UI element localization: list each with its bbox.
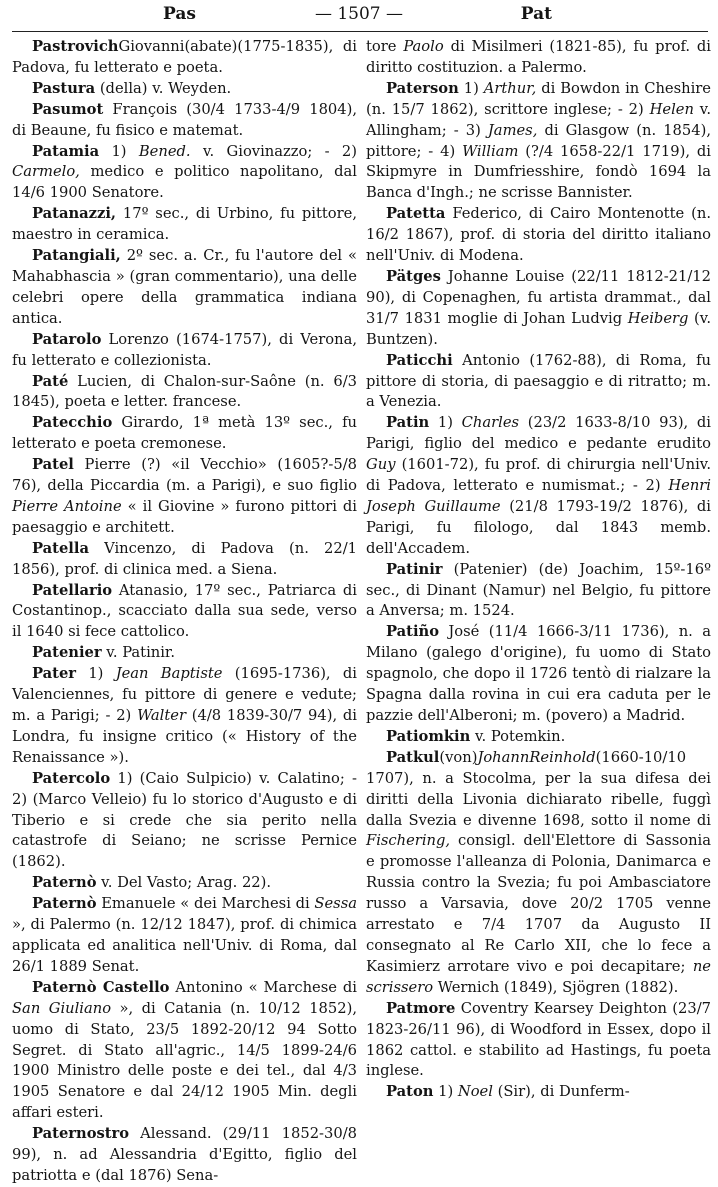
entry-text: v. Del Vasto; Arag. 22). bbox=[96, 874, 272, 892]
entry-text: 1) bbox=[76, 665, 116, 683]
entry-text: 1) bbox=[99, 142, 139, 160]
entry-text: (21/8 1793-19/2 1876), di Parigi, fu filologo, dal 1843 memb. dell'Accadem. bbox=[366, 497, 711, 557]
entry-headword: Paternò bbox=[32, 895, 97, 913]
entry-italic-text: Carmelo, bbox=[12, 163, 80, 181]
page-header bbox=[0, 2, 718, 28]
entry-headword: Patellario bbox=[32, 581, 113, 599]
entry-headword: Patella bbox=[32, 539, 89, 557]
entry-text: 1) bbox=[433, 1083, 458, 1101]
dictionary-entry bbox=[12, 643, 357, 664]
entry-text: Vincenzo, di Padova (n. 22/1 1856), prof. di clinica med. a Siena. bbox=[12, 539, 357, 578]
entry-text: (v. Buntzen). bbox=[366, 309, 712, 348]
entry-text: medico e politico napolitano, dal 14/6 1900 Senatore. bbox=[12, 163, 357, 202]
entry-headword: Paternostro bbox=[32, 1125, 130, 1143]
dictionary-entry bbox=[12, 79, 357, 100]
dictionary-entry bbox=[12, 539, 357, 581]
right-column bbox=[366, 37, 711, 1129]
entry-text: Atanasio, 17º sec., Patriarca di Costantinop., scacciato dalla sua sede, verso il 1640 si fece cattolico. bbox=[12, 581, 357, 641]
entry-headword: Paté bbox=[32, 372, 69, 390]
entry-headword: Pastrovich bbox=[32, 38, 119, 55]
entry-text: Lucien, di Chalon-sur-Saône (n. 6/3 1845), poeta e letter. francese. bbox=[12, 372, 357, 411]
entry-text: (23/2 1633-8/10 93), di Parigi, figlio del medico e pedante erudito bbox=[366, 414, 711, 453]
dictionary-entry bbox=[12, 873, 357, 894]
entry-text: Antonio (1762-88), di Roma, fu pittore di storia, di paesaggio e di ritratto; m. a Venezia. bbox=[366, 351, 711, 411]
entry-headword: Pastura bbox=[32, 79, 96, 97]
entry-text: di Bowdon in Cheshire (n. 15/7 1862), scrittore inglese; - 2) bbox=[366, 79, 712, 118]
entry-italic-text: Henri Joseph Guillaume bbox=[366, 477, 711, 515]
entry-text: 17º sec., di Urbino, fu pittore, maestro in ceramica. bbox=[12, 205, 357, 244]
dictionary-entry bbox=[12, 246, 357, 330]
entry-headword: Paticchi bbox=[386, 351, 453, 369]
entry-headword: Patecchio bbox=[32, 414, 113, 432]
entry-text: v. Allingham; - 3) bbox=[366, 100, 711, 139]
entry-headword: Patmore bbox=[386, 999, 456, 1017]
dictionary-entry bbox=[12, 330, 357, 372]
dictionary-entry bbox=[12, 100, 357, 142]
entry-text: (1660-10/10 1707), n. a Stocolma, per la sua difesa dei diritti della Livonia dichiarato ribelle, fuggì dalla Svezia e divenne 1698, sotto il nome di bbox=[366, 748, 711, 829]
entry-italic-text: Fischering, bbox=[366, 832, 451, 850]
dictionary-entry bbox=[366, 999, 711, 1083]
dictionary-entry bbox=[12, 978, 357, 1124]
entry-italic-text: William bbox=[462, 142, 519, 160]
dictionary-entry bbox=[12, 142, 357, 205]
dictionary-entry bbox=[12, 204, 357, 246]
entry-headword: Paternò bbox=[32, 874, 97, 892]
entry-text: Lorenzo (1674-1757), di Verona, fu letterato e collezionista. bbox=[12, 330, 357, 369]
dictionary-entry bbox=[366, 267, 711, 351]
entry-text: 1) bbox=[429, 414, 462, 432]
entry-text: (Sir), di Dunferm- bbox=[492, 1083, 630, 1101]
entry-headword: Pater bbox=[32, 665, 77, 683]
entry-text: Emanuele « dei Marchesi di bbox=[96, 895, 315, 913]
entry-italic-text: Charles bbox=[461, 414, 520, 432]
entry-italic-text: Walter bbox=[137, 707, 186, 724]
entry-text: Giovanni(abate)(1775-1835), di Padova, fu letterato e poeta. bbox=[12, 38, 357, 76]
entry-text: Coventry Kearsey Deighton (23/7 1823-26/11 96), di Woodford in Essex, dopo il 1862 cattol. e stabilito ad Hastings, fu poeta inglese. bbox=[366, 999, 711, 1080]
dictionary-entry bbox=[12, 37, 357, 79]
entry-text: 1) bbox=[458, 79, 484, 97]
entry-text: consigl. dell'Elettore di Sassonia e promosse l'alleanza di Polonia, Danimarca e Russia contro la Svezia; fu poi Ambasciatore russo a Varsavia, dove 20/2 1705 venne arrestato e 7/4 1707 da Augusto II consegnato al Re Carlo XII, che lo fece a Kasimierz arrotare vivo e poi decapitare; bbox=[366, 832, 711, 975]
entry-headword: Patetta bbox=[386, 205, 446, 223]
entry-text: v. Patinir. bbox=[101, 644, 176, 662]
entry-italic-text: Noel bbox=[457, 1083, 493, 1101]
entry-text: », di Catania (n. 10/12 1852), uomo di Stato, 23/5 1892-20/12 94 Sotto Segret. di Stato all'agric., 14/5 1899-24/6 1900 Ministro delle poste e dei tel., dal 4/3 1905 Senatore e dal 24/12 1905 Min. degli affari esteri. bbox=[12, 999, 357, 1122]
dictionary-entry bbox=[12, 664, 357, 769]
entry-headword: Paton bbox=[386, 1083, 434, 1101]
entry-text: (della) v. Weyden. bbox=[95, 79, 232, 97]
entry-headword: Pasumot bbox=[32, 100, 104, 118]
entry-headword: Patiño bbox=[386, 623, 440, 641]
entry-text: v. Giovinazzo; - 2) bbox=[190, 142, 358, 160]
dictionary-entry bbox=[12, 413, 357, 455]
entry-text: v. Potemkin. bbox=[470, 727, 566, 745]
dictionary-entry bbox=[366, 727, 711, 748]
entry-italic-text: Heiberg bbox=[627, 309, 689, 327]
entry-headword: Patangiali, bbox=[32, 247, 121, 265]
header-right-guideword: Pat bbox=[520, 4, 552, 24]
dictionary-entry bbox=[12, 894, 357, 978]
entry-text: 2º sec. a. Cr., fu l'autore del « Mahabhascia » (gran commentario), una delle celebri opere della grammatica indiana antica. bbox=[12, 247, 357, 327]
entry-text: (1601-72), fu prof. di chirurgia nell'Univ. di Padova, letterato e numismat.; - 2) bbox=[366, 456, 711, 495]
entry-text: Johanne Louise (22/11 1812-21/12 90), di Copenaghen, fu artista drammat., dal 31/7 1831 moglie di Johan Ludvig bbox=[366, 267, 711, 327]
dictionary-entry bbox=[12, 1124, 357, 1187]
entry-headword: Patenier bbox=[32, 644, 102, 662]
entry-text: Girardo, 1ª metà 13º sec., fu letterato e poeta cremonese. bbox=[12, 414, 357, 453]
entry-headword: Patamia bbox=[32, 142, 100, 160]
entry-text: José (11/4 1666-3/11 1736), n. a Milano (galego d'origine), fu uomo di Stato spagnolo, che dopo il 1726 tentò di rialzare la Spagna dalla rovina in cui era caduta per le pazzie dell'Alberoni; m. (povero) a Madrid. bbox=[366, 623, 711, 724]
entry-text: tore bbox=[366, 38, 404, 55]
entry-headword: Pätges bbox=[386, 267, 441, 285]
entry-text: Alessand. (29/11 1852-30/8 99), n. ad Alessandria d'Egitto, figlio del patriotta e (dal 1876) Sena- bbox=[12, 1125, 357, 1184]
entry-headword: Patinir bbox=[386, 560, 443, 578]
entry-text: Pierre (?) «il Vecchio» (1605?-5/8 76), della Piccardia (m. a Parigi), e suo figlio bbox=[12, 456, 357, 495]
dictionary-entry bbox=[12, 769, 357, 874]
entry-text: di Misilmeri (1821-85), fu prof. di diritto costituzion. a Palermo. bbox=[366, 38, 711, 76]
entry-text: », di Palermo (n. 12/12 1847), prof. di chimica applicata ed analitica nell'Univ. di Roma, dal 26/1 1889 Senat. bbox=[12, 916, 357, 975]
dictionary-entry bbox=[366, 748, 711, 999]
entry-text: (1695-1736), di Valenciennes, fu pittore di genere e vedute; m. a Parigi; - 2) bbox=[12, 665, 357, 724]
entry-text: 1) (Caio Sulpicio) v. Calatino; - 2) (Marco Velleio) fu lo storico d'Augusto e di Tiberio e si crede che sia perito nella catastrofe di Seiano; ne scrisse Pernice (1862). bbox=[12, 769, 357, 871]
dictionary-entry bbox=[12, 581, 357, 644]
entry-italic-text: San Giuliano bbox=[12, 999, 112, 1017]
dictionary-entry bbox=[366, 413, 711, 559]
entry-headword: Patel bbox=[32, 456, 74, 474]
entry-italic-text: ne scrissero bbox=[366, 957, 711, 996]
dictionary-entry bbox=[366, 204, 711, 267]
entry-headword: Paternò Castello bbox=[32, 978, 170, 996]
entry-text: (?/4 1658-22/1 1719), di Skipmyre in Dumfriesshire, fondò 1694 la Banca d'Ingh.; ne scrisse Bannister. bbox=[366, 142, 711, 202]
dictionary-entry bbox=[366, 351, 711, 414]
entry-headword: Paterson bbox=[386, 79, 459, 97]
dictionary-entry bbox=[366, 1082, 711, 1103]
dictionary-entry bbox=[366, 560, 711, 623]
entry-headword: Patanazzi, bbox=[32, 205, 117, 223]
dictionary-entry bbox=[12, 455, 357, 539]
entry-italic-text: Arthur, bbox=[483, 79, 537, 97]
entry-text: François (30/4 1733-4/9 1804), di Beaune, fu fisico e matemat. bbox=[12, 100, 357, 139]
entry-italic-text: Pierre Antoine bbox=[12, 497, 122, 515]
entry-text: Federico, di Cairo Montenotte (n. 16/2 1867), prof. di storia del diritto italiano nell'Univ. di Modena. bbox=[366, 205, 711, 265]
page-number: — 1507 — bbox=[314, 4, 404, 24]
entry-italic-text: James, bbox=[487, 121, 538, 139]
entry-text: Antonino « Marchese di bbox=[169, 978, 357, 996]
entry-headword: Patercolo bbox=[32, 769, 111, 787]
dictionary-entry bbox=[366, 37, 711, 79]
entry-italic-text: Paolo bbox=[403, 38, 444, 55]
entry-headword: Patin bbox=[386, 414, 430, 432]
entry-text: (von) bbox=[439, 748, 478, 766]
entry-text: (Patenier) (de) Joachim, 15º-16º sec., di Dinant (Namur) nel Belgio, fu pittore a Anversa; m. 1524. bbox=[366, 560, 711, 620]
entry-italic-text: JohannReinhold bbox=[477, 748, 596, 766]
entry-italic-text: Bened. bbox=[138, 142, 191, 160]
header-rule bbox=[12, 31, 708, 32]
entry-italic-text: Guy bbox=[366, 456, 396, 474]
entry-text: « il Giovine » furono pittori di paesaggio e architett. bbox=[12, 497, 357, 536]
entry-headword: Patiomkin bbox=[386, 727, 471, 745]
entry-headword: Patkul bbox=[386, 748, 440, 766]
left-column bbox=[12, 37, 358, 1184]
dictionary-entry bbox=[366, 622, 711, 727]
dictionary-entry bbox=[366, 79, 711, 204]
entry-italic-text: Sessa bbox=[314, 895, 357, 913]
header-left-guideword: Pas bbox=[163, 4, 196, 24]
dictionary-entry bbox=[12, 372, 357, 414]
entry-text: (4/8 1839-30/7 94), di Londra, fu insigne critico (« History of the Renaissance »). bbox=[12, 707, 357, 766]
entry-headword: Patarolo bbox=[32, 330, 102, 348]
entry-italic-text: Jean Baptiste bbox=[115, 665, 223, 683]
entry-text: di Glasgow (n. 1854), pittore; - 4) bbox=[366, 121, 711, 160]
entry-italic-text: Helen bbox=[649, 100, 694, 118]
entry-text: Wernich (1849), Sjögren (1882). bbox=[433, 978, 679, 996]
